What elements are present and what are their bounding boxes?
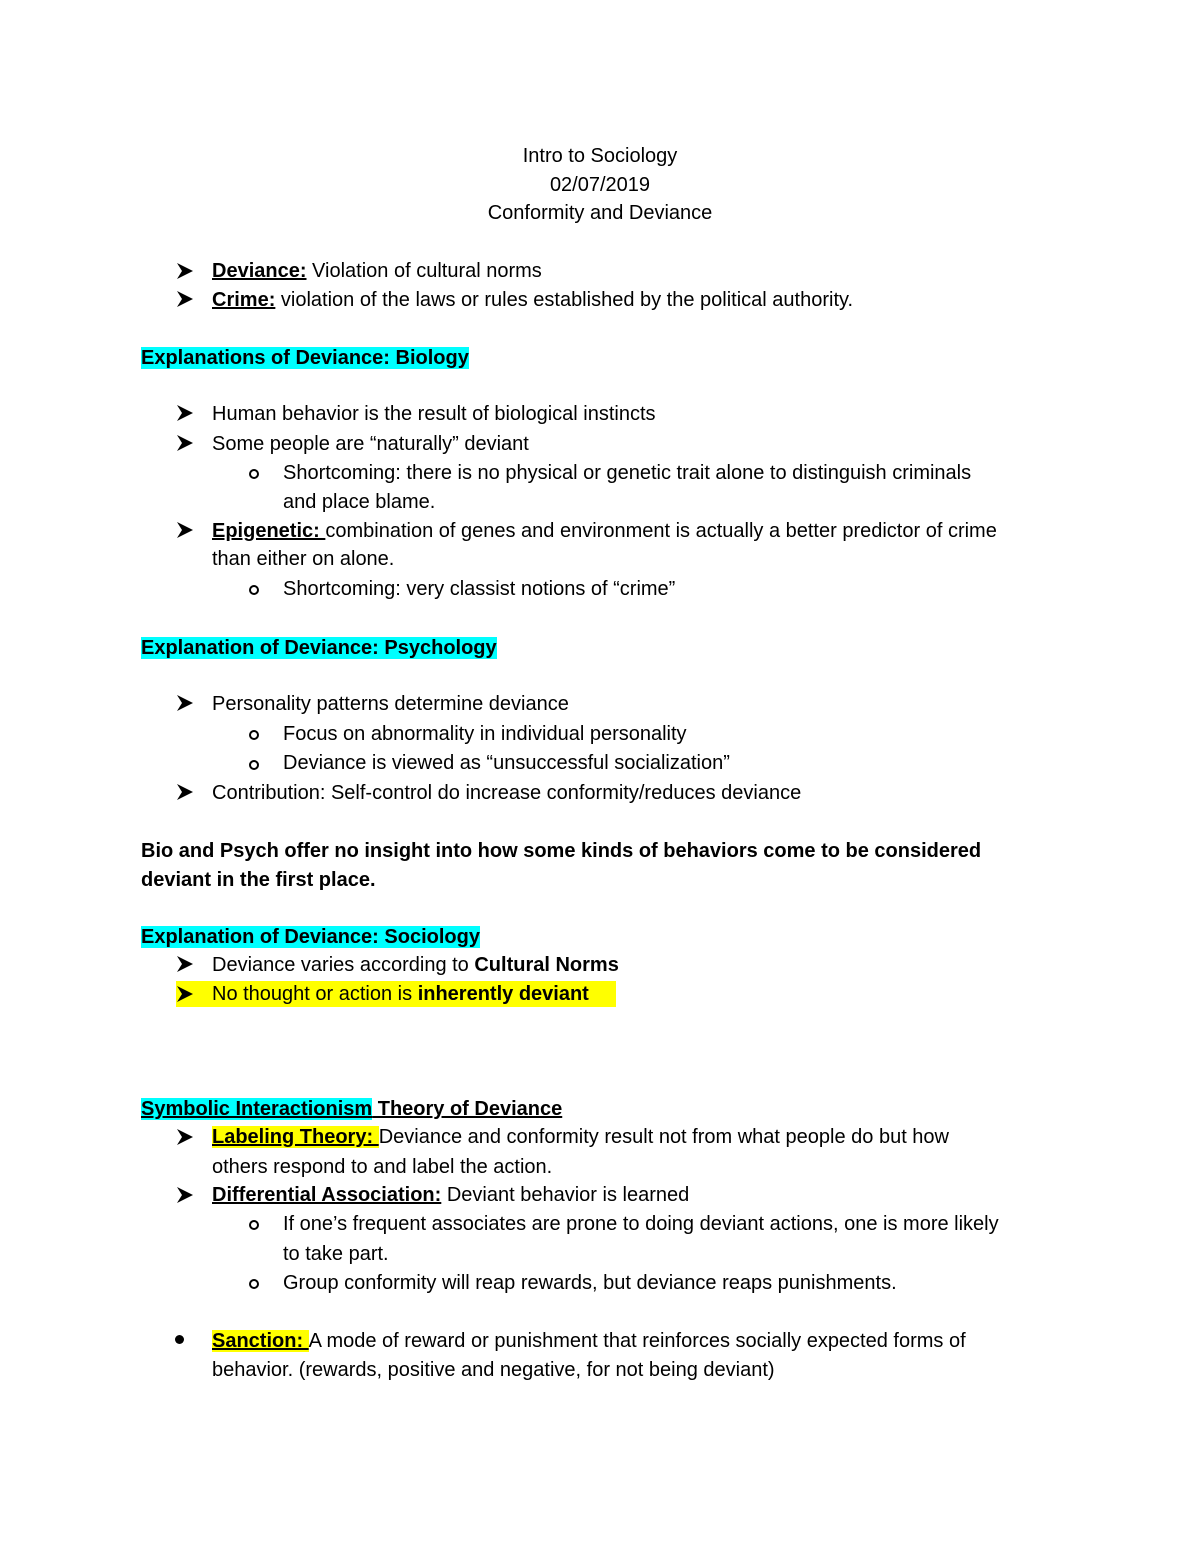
biology-sub-2: Shortcoming: very classist notions of “crime” <box>283 578 676 600</box>
differential-association: Differential Association: Deviant behavior is learned <box>212 1184 690 1206</box>
biology-bullet-3-line-1: Epigenetic: combination of genes and environment is actually a better predictor of crime <box>212 520 997 542</box>
biology-bullet-1: Human behavior is the result of biological instincts <box>212 403 656 425</box>
circle-bullet-icon <box>249 469 259 479</box>
arrow-bullet-icon <box>176 404 194 422</box>
definition-deviance <box>212 259 542 283</box>
biology-sub-1-line-1: Shortcoming: there is no physical or genetic trait alone to distinguish criminals <box>283 462 972 484</box>
sanction-line-2: behavior. (rewards, positive and negative, for not being deviant) <box>212 1359 775 1381</box>
biology-sub-1-line-2: and place blame. <box>283 491 436 513</box>
psychology-sub-2: Deviance is viewed as “unsuccessful socialization” <box>283 752 730 774</box>
term-crime: Crime: <box>212 289 276 311</box>
circle-bullet-icon <box>249 1279 259 1289</box>
section-heading-psychology: Explanation of Deviance: Psychology <box>141 637 497 659</box>
lecture-date: 02/07/2019 <box>549 174 651 196</box>
definition-crime <box>212 288 853 312</box>
biology-bullet-2: Some people are “naturally” deviant <box>212 433 529 455</box>
arrow-bullet-icon <box>176 694 194 712</box>
term-labeling-theory: Labeling Theory: <box>212 1126 379 1148</box>
term-deviance: Deviance: <box>212 260 307 282</box>
dot-bullet-icon <box>175 1335 184 1344</box>
sociology-bullet-1: Deviance varies according to Cultural Norms <box>212 954 619 976</box>
course-title: Intro to Sociology <box>522 145 678 167</box>
circle-bullet-icon <box>249 585 259 595</box>
definition-deviance-text: Violation of cultural norms <box>306 260 542 282</box>
psychology-bullet-2: Contribution: Self-control do increase conformity/reduces deviance <box>212 782 802 804</box>
circle-bullet-icon <box>249 760 259 770</box>
arrow-bullet-icon <box>176 1128 194 1146</box>
psychology-bullet-1: Personality patterns determine deviance <box>212 693 569 715</box>
arrow-bullet-icon <box>176 290 194 308</box>
arrow-bullet-icon <box>176 434 194 452</box>
lecture-topic: Conformity and Deviance <box>487 202 713 224</box>
sanction-line-1: Sanction: A mode of reward or punishment that reinforces socially expected forms of <box>212 1330 966 1352</box>
note-line-2: deviant in the first place. <box>141 869 376 891</box>
arrow-bullet-icon <box>176 783 194 801</box>
definition-crime-text: violation of the laws or rules established by the political authority. <box>275 289 854 311</box>
arrow-bullet-icon <box>176 521 194 539</box>
circle-bullet-icon <box>249 1220 259 1230</box>
arrow-bullet-icon <box>176 985 194 1003</box>
term-sanction: Sanction: <box>212 1330 309 1352</box>
section-heading-sociology: Explanation of Deviance: Sociology <box>141 926 480 948</box>
note-line-1: Bio and Psych offer no insight into how some kinds of behaviors come to be considered <box>141 840 982 862</box>
sociology-bullet-2: No thought or action is inherently deviant <box>212 983 589 1005</box>
differential-sub-1-line-2: to take part. <box>283 1243 389 1265</box>
psychology-sub-1: Focus on abnormality in individual personality <box>283 723 687 745</box>
differential-sub-2: Group conformity will reap rewards, but deviance reaps punishments. <box>283 1272 897 1294</box>
labeling-theory-line-2: others respond to and label the action. <box>212 1156 553 1178</box>
labeling-theory-line-1: Labeling Theory: Deviance and conformity result not from what people do but how <box>212 1126 949 1148</box>
term-epigenetic: Epigenetic: <box>212 520 326 542</box>
section-heading-biology: Explanations of Deviance: Biology <box>141 347 469 369</box>
arrow-bullet-icon <box>176 1186 194 1204</box>
arrow-bullet-icon <box>176 262 194 280</box>
section-heading-symbolic-interactionism: Symbolic Interactionism Theory of Deviance <box>141 1098 563 1120</box>
differential-sub-1-line-1: If one’s frequent associates are prone to doing deviant actions, one is more likely <box>283 1213 999 1235</box>
arrow-bullet-icon <box>176 955 194 973</box>
term-differential-association: Differential Association: <box>212 1184 442 1206</box>
biology-bullet-3-line-2: than either on alone. <box>212 548 395 570</box>
circle-bullet-icon <box>249 730 259 740</box>
